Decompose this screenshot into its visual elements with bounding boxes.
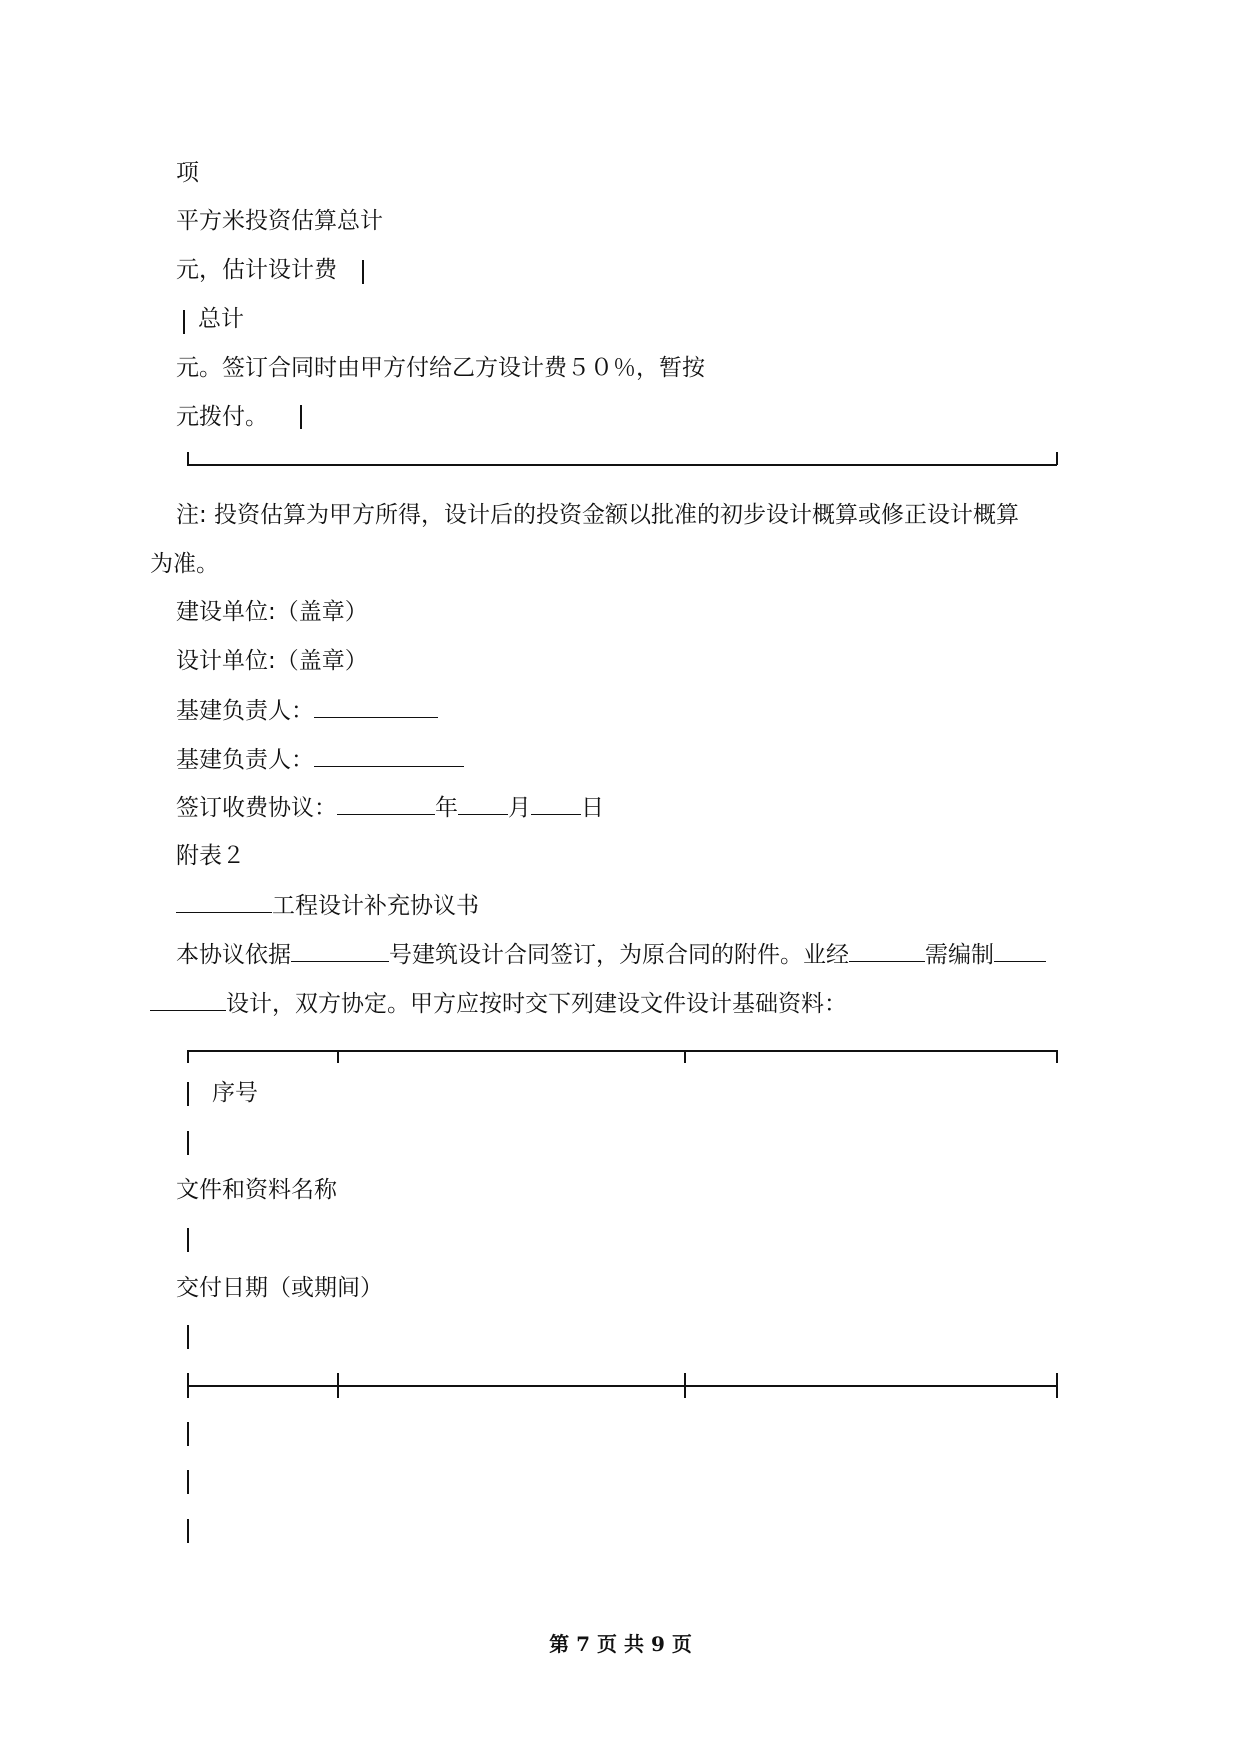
- table-junction: [187, 1373, 189, 1398]
- table-border: [362, 260, 364, 284]
- blank-field: [314, 695, 438, 718]
- table-junction: [337, 1373, 339, 1398]
- text-fragment: 需编制: [925, 942, 994, 968]
- table-border: [187, 1325, 189, 1349]
- page-footer: 第 7 页 共 9 页: [549, 1632, 692, 1656]
- blank-field: [150, 988, 226, 1011]
- blank-field: [531, 792, 581, 815]
- blank-field: [458, 792, 508, 815]
- table-border: [187, 1228, 189, 1252]
- table-border: [187, 1131, 189, 1155]
- appendix-label: 附表２: [176, 843, 245, 869]
- table-border: [187, 1422, 189, 1446]
- sign-date-line: [176, 792, 604, 823]
- table-corner: [1056, 1050, 1058, 1063]
- sign-label: 签订收费协议：: [176, 795, 337, 821]
- build-unit-label: 建设单位:（盖章）: [176, 599, 368, 625]
- table-border: [187, 1082, 189, 1106]
- text-fragment: 本协议依据: [176, 942, 291, 968]
- year-label: 年: [435, 795, 458, 821]
- owner-line: [176, 744, 464, 775]
- column-header-name: 文件和资料名称: [176, 1177, 337, 1203]
- owner-line: [176, 695, 438, 726]
- design-unit-label: 设计单位:（盖章）: [176, 648, 368, 674]
- table-top-rule: [187, 1050, 1057, 1052]
- paragraph-line: [150, 988, 847, 1019]
- column-header-index: 序号: [212, 1080, 258, 1106]
- table-corner: [1056, 452, 1058, 465]
- table-junction: [1056, 1373, 1058, 1398]
- text-fragment: 元，估计设计费: [176, 257, 337, 283]
- table-border: [183, 310, 185, 334]
- paragraph-line: [176, 939, 1046, 970]
- owner-label: 基建负责人：: [176, 747, 314, 773]
- blank-field: [291, 939, 389, 962]
- text-fragment: 设计，双方协定。甲方应按时交下列建设文件设计基础资料：: [226, 991, 847, 1017]
- table-border: [300, 405, 302, 429]
- agreement-title: 工程设计补充协议书: [272, 893, 479, 919]
- text-line: 总计: [198, 306, 244, 332]
- blank-field: [994, 939, 1046, 962]
- table-junction: [337, 1050, 339, 1063]
- note-line: 注: 投资估算为甲方所得，设计后的投资金额以批准的初步设计概算或修正设计概算: [176, 502, 1020, 528]
- day-label: 日: [581, 795, 604, 821]
- text-line: 平方米投资估算总计: [176, 208, 383, 234]
- blank-field: [337, 792, 435, 815]
- table-junction: [684, 1050, 686, 1063]
- table-border: [187, 1470, 189, 1494]
- blank-field: [314, 744, 464, 767]
- table-junction: [684, 1373, 686, 1398]
- text-line: [176, 255, 337, 285]
- table-row-rule: [187, 1385, 1057, 1387]
- table-corner: [187, 452, 189, 465]
- text-fragment: 号建筑设计合同签订，为原合同的附件。业经: [389, 942, 849, 968]
- month-label: 月: [508, 795, 531, 821]
- blank-field: [176, 890, 272, 913]
- agreement-title-line: [176, 890, 479, 921]
- table-border: [187, 1519, 189, 1543]
- table-bottom-rule: [187, 464, 1057, 466]
- blank-field: [849, 939, 925, 962]
- owner-label: 基建负责人：: [176, 698, 314, 724]
- column-header-date: 交付日期（或期间）: [176, 1275, 383, 1301]
- note-line: 为准。: [150, 551, 219, 577]
- text-line: 项: [176, 160, 199, 186]
- table-corner: [187, 1050, 189, 1063]
- text-line: 元。签订合同时由甲方付给乙方设计费５０％，暂按: [176, 355, 705, 381]
- text-line: 元拨付。: [176, 404, 268, 430]
